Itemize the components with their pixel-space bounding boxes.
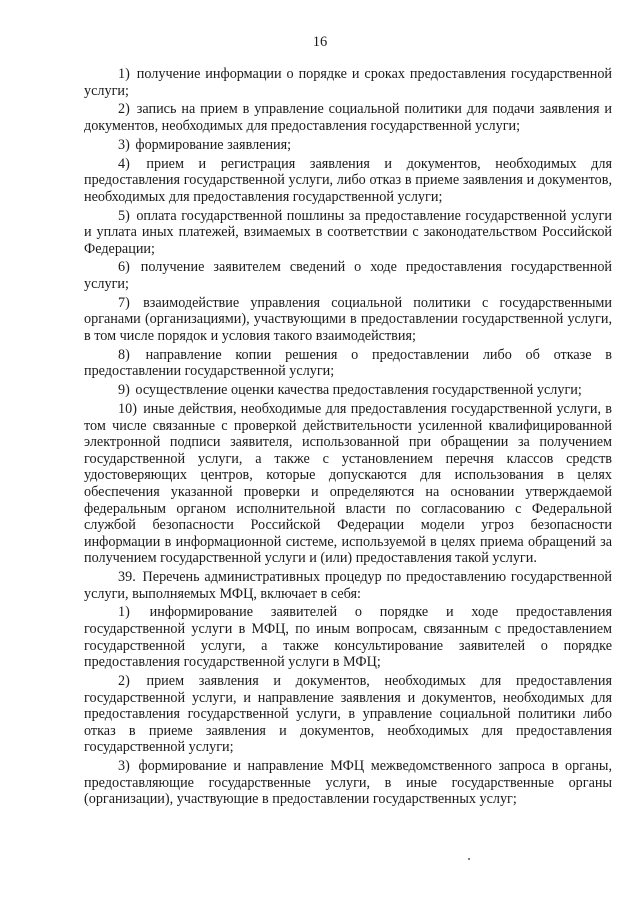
list-item <box>84 758 612 808</box>
list-item <box>84 137 612 154</box>
item-number: 7) <box>118 294 130 311</box>
list-item <box>84 401 612 567</box>
item-text: прием и регистрация заявления и документов, необходимых для предоставления государственной услуги, либо отказ в приеме заявления и документов, необходимых для предоставления государственной услуги; <box>84 155 613 205</box>
page-number: 16 <box>312 34 328 50</box>
item-text: иные действия, необходимые для предоставления государственной услуги, в том числе связанные с проверкой действительности усиленной квалифицированной электронной подписи заявителя, использованной при обращении за получением государственной услуги, а также с установлением перечня классов средств удостоверяющих центров, которые допускаются для использования в целях обеспечения указанной проверки и определяются на основании утверждаемой федеральным органом исполнительной власти по согласованию с Федеральной службой безопасности Российской Федерации модели угроз безопасности информации в информационной системе, используемой в целях приема обращений за получением государственной услуги и (или) предоставления такой услуги. <box>84 400 612 567</box>
section-paragraph <box>84 569 612 602</box>
list-item <box>84 295 612 345</box>
item-text: оплата государственной пошлины за предоставление государственной услуги и уплата иных платежей, взимаемых в соответствии с законодательством Российской Федерации; <box>84 207 612 257</box>
item-text: получение информации о порядке и сроках предоставления государственной услуги; <box>84 66 613 99</box>
section-number: 39. <box>118 569 136 586</box>
item-number: 1) <box>118 604 130 621</box>
item-text: формирование заявления; <box>135 136 292 153</box>
section-text: Перечень административных процедур по предоставлению государственной услуги, выполняемых МФЦ, включает в себя: <box>84 569 613 602</box>
item-text: осуществление оценки качества предоставления государственной услуги; <box>135 382 582 399</box>
list-item <box>84 259 612 292</box>
item-number: 3) <box>118 136 130 153</box>
list-item <box>84 101 612 134</box>
list-item <box>84 347 612 380</box>
item-text: направление копии решения о предоставлении либо об отказе в предоставлении государственной услуги; <box>84 346 613 380</box>
item-text: запись на прием в управление социальной политики для подачи заявления и документов, необходимых для предоставления государственной услуги; <box>84 101 612 134</box>
item-number: 2) <box>118 673 130 690</box>
item-number: 5) <box>118 207 130 224</box>
item-number: 8) <box>118 346 130 363</box>
item-number: 2) <box>118 101 130 118</box>
list-item <box>84 382 612 399</box>
scan-speck <box>468 858 470 860</box>
item-number: 10) <box>118 400 137 417</box>
item-number: 3) <box>118 758 130 775</box>
item-number: 9) <box>118 382 130 399</box>
list-item <box>84 208 612 258</box>
item-text: взаимодействие управления социальной политики с государственными органами (организациями), участвующими в предоставлении государственной услуги, в том числе порядок и условия такого взаимодействия; <box>84 294 612 345</box>
item-text: информирование заявителей о порядке и ходе предоставления государственной услуги в МФЦ, по иным вопросам, связанным с предоставлением государственной услуги, а также консультирование заявителей о порядке предоставления государственной услуги в МФЦ; <box>84 604 612 671</box>
item-number: 1) <box>118 66 130 82</box>
item-text: формирование и направление МФЦ межведомственного запроса в органы, предоставляющие государственные услуги, в иные государственные органы (организации), участвующие в предоставлении государственных услуг; <box>84 758 613 808</box>
item-number: 4) <box>118 155 130 172</box>
item-number: 6) <box>118 259 130 276</box>
list-item <box>84 604 612 670</box>
list-item <box>84 66 612 99</box>
document-body <box>84 66 612 810</box>
item-text: получение заявителем сведений о ходе предоставления государственной услуги; <box>84 259 613 293</box>
list-item <box>84 673 612 756</box>
list-item <box>84 156 612 206</box>
item-text: прием заявления и документов, необходимых для предоставления государственной услуги, и направление заявления и документов, необходимых для предоставления государственной услуги, в управление социальной политики либо отказ в приеме заявления и документов, необходимых для предоставления государственной услуги; <box>84 673 612 756</box>
